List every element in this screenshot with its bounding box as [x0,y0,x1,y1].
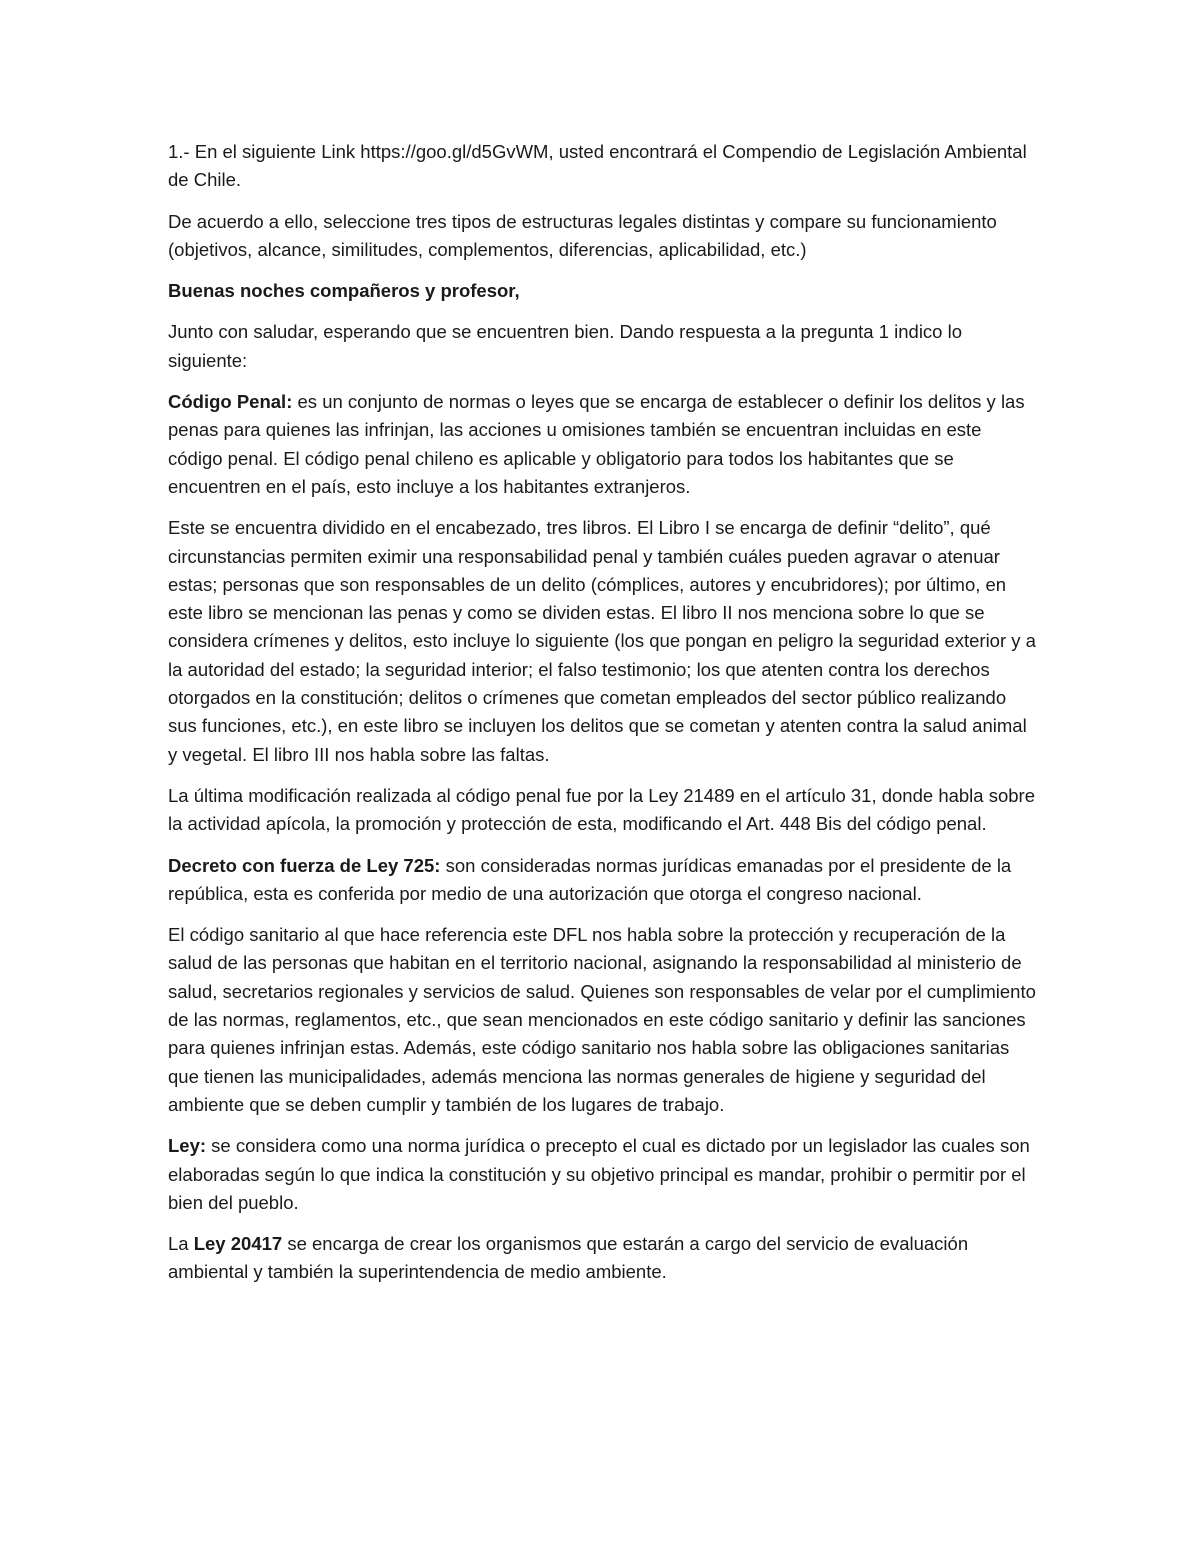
paragraph-dfl [168,852,1038,909]
document-body [168,138,1038,1300]
paragraph-intro: Junto con saludar, esperando que se encuentren bien. Dando respuesta a la pregunta 1 indico lo siguiente: [168,321,963,371]
ley-label: Ley: [168,1135,207,1157]
ley-20417-label: Ley 20417 [193,1233,283,1255]
codigo-penal-label: Código Penal: [168,391,293,413]
paragraph-ley-20417 [168,1230,1038,1287]
ley-20417-text: se encarga de crear los organismos que estarán a cargo del servicio de evaluación ambiental y también la superintendencia de medio ambiente. [168,1233,969,1283]
paragraph-greeting [168,277,1038,305]
paragraph-ley [168,1132,1038,1217]
dfl-label: Decreto con fuerza de Ley 725: [168,854,441,876]
dfl-text: son consideradas normas jurídicas emanadas por el presidente de la república, esta es conferida por medio de una autorización que otorga el congreso nacional. [168,854,1012,904]
paragraph-codigo-penal [168,388,1038,501]
paragraph-libros: Este se encuentra dividido en el encabezado, tres libros. El Libro I se encarga de definir “delito”, qué circunstancias permiten eximir una responsabilidad penal y también cuáles pueden agravar o atenuar estas; personas que son responsables de un delito (cómplices, autores y encubridores); por último, en este libro se mencionan las penas y como se dividen estas. El libro II nos menciona sobre lo que se considera crímenes y delitos, esto incluye lo siguiente (los que pongan en peligro la seguridad exterior y a la autoridad del estado; la seguridad interior; el falso testimonio; los que atenten contra los derechos otorgados en la constitución; delitos o crímenes que cometan empleados del sector público realizando sus funciones, etc.), en este libro se incluyen los delitos que se cometan y atenten contra la salud animal y vegetal. El libro III nos habla sobre las faltas. [168,517,1036,765]
ley-text: se considera como una norma jurídica o precepto el cual es dictado por un legislador las cuales son elaboradas según lo que indica la constitución y su objetivo principal es mandar, prohibir o permitir por el bien del pueblo. [168,1135,1030,1213]
paragraph-question: 1.- En el siguiente Link https://goo.gl/d5GvWM, usted encontrará el Compendio de Legislación Ambiental de Chile. [168,141,1027,191]
ley-20417-prefix: La [168,1233,194,1255]
paragraph-instructions: De acuerdo a ello, seleccione tres tipos de estructuras legales distintas y compare su funcionamiento (objetivos, alcance, similitudes, complementos, diferencias, aplicabilidad, etc.) [168,210,997,260]
codigo-penal-text: es un conjunto de normas o leyes que se encarga de establecer o definir los delitos y las penas para quienes las infrinjan, las acciones u omisiones también se encuentran incluidas en este código penal. El código penal chileno es aplicable y obligatorio para todos los habitantes que se encuentren en el país, esto incluye a los habitantes extranjeros. [168,391,1025,497]
paragraph-codigo-sanitario: El código sanitario al que hace referencia este DFL nos habla sobre la protección y recuperación de la salud de las personas que habitan en el territorio nacional, asignando la responsabilidad al ministerio de salud, secretarios regionales y servicios de salud. Quienes son responsables de velar por el cumplimiento de las normas, reglamentos, etc., que sean mencionados en este código sanitario y definir las sanciones para quienes infrinjan estas. Además, este código sanitario nos habla sobre las obligaciones sanitarias que tienen las municipalidades, además menciona las normas generales de higiene y seguridad del ambiente que se deben cumplir y también de los lugares de trabajo. [168,924,1036,1115]
paragraph-modificacion: La última modificación realizada al código penal fue por la Ley 21489 en el artículo 31, donde habla sobre la actividad apícola, la promoción y protección de esta, modificando el Art. 448 Bis del código penal. [168,784,1035,835]
greeting-text: Buenas noches compañeros y profesor, [168,280,520,302]
